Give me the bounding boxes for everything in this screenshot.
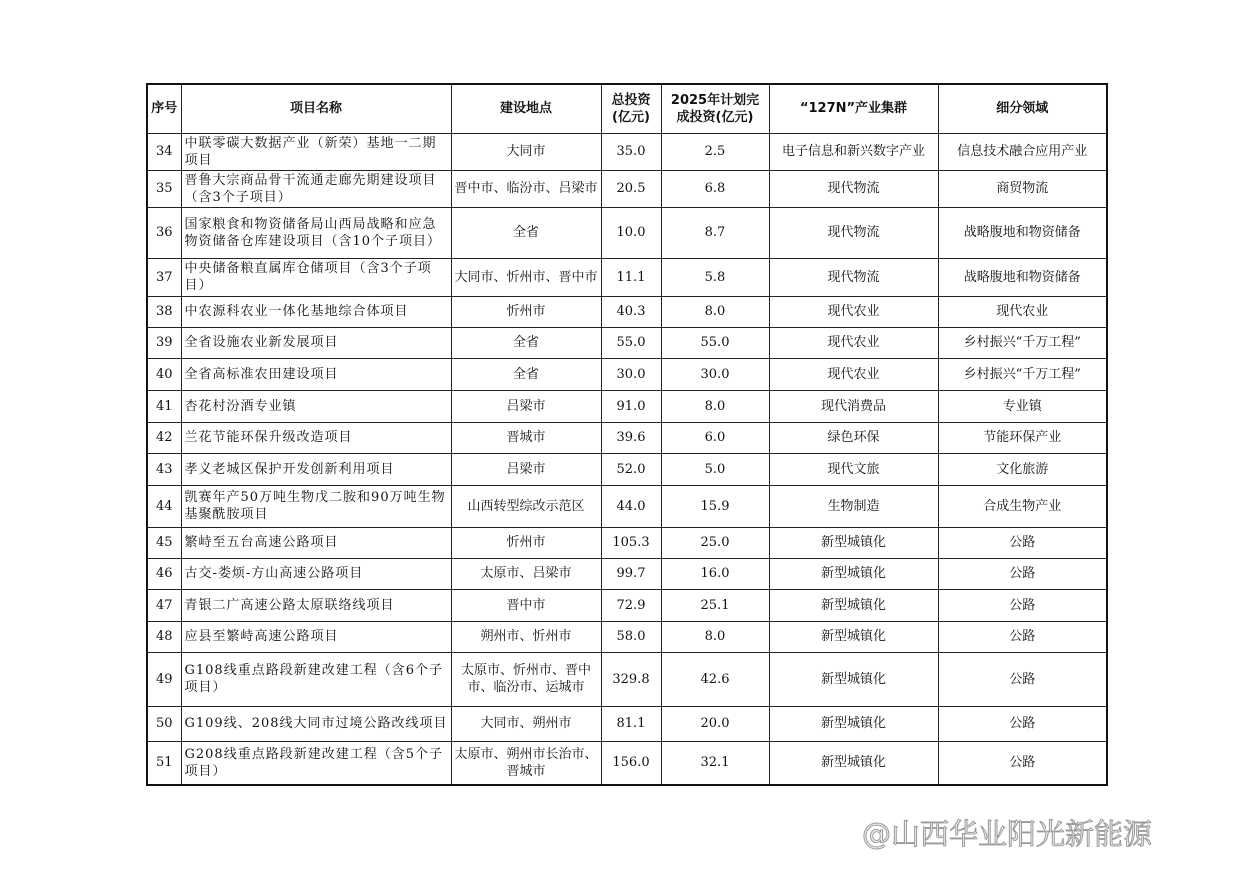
table-row — [147, 589, 1107, 621]
cell-name: 应县至繁峙高速公路项目 — [181, 621, 451, 652]
cell-total: 91.0 — [601, 390, 661, 422]
cell-cluster: 新型城镇化 — [769, 558, 938, 589]
table-row — [147, 741, 1107, 785]
cell-field: 现代农业 — [938, 296, 1107, 327]
cell-plan2025: 6.8 — [661, 170, 769, 207]
cell-cluster: 现代农业 — [769, 327, 938, 358]
table-row — [147, 296, 1107, 327]
table-row — [147, 207, 1107, 258]
cell-field: 公路 — [938, 589, 1107, 621]
cell-no: 48 — [147, 621, 181, 652]
cell-field: 战略腹地和物资储备 — [938, 258, 1107, 296]
table-row — [147, 527, 1107, 558]
cell-name: 中联零碳大数据产业（新荣）基地一二期项目 — [181, 133, 451, 170]
cell-field: 战略腹地和物资储备 — [938, 207, 1107, 258]
cell-total: 72.9 — [601, 589, 661, 621]
cell-name: 全省高标准农田建设项目 — [181, 358, 451, 390]
cell-plan2025: 25.1 — [661, 589, 769, 621]
cell-location: 忻州市 — [451, 296, 601, 327]
table-row — [147, 422, 1107, 453]
cell-field: 节能环保产业 — [938, 422, 1107, 453]
cell-total: 10.0 — [601, 207, 661, 258]
cell-no: 34 — [147, 133, 181, 170]
cell-cluster: 现代农业 — [769, 358, 938, 390]
cell-no: 37 — [147, 258, 181, 296]
cell-plan2025: 20.0 — [661, 706, 769, 741]
cell-plan2025: 8.0 — [661, 390, 769, 422]
table-row — [147, 652, 1107, 706]
cell-cluster: 现代物流 — [769, 170, 938, 207]
table-row — [147, 485, 1107, 527]
cell-plan2025: 15.9 — [661, 485, 769, 527]
cell-total: 20.5 — [601, 170, 661, 207]
cell-no: 36 — [147, 207, 181, 258]
cell-cluster: 现代文旅 — [769, 453, 938, 485]
cell-no: 47 — [147, 589, 181, 621]
cell-location: 晋城市 — [451, 422, 601, 453]
cell-location: 朔州市、忻州市 — [451, 621, 601, 652]
cell-plan2025: 30.0 — [661, 358, 769, 390]
cell-total: 156.0 — [601, 741, 661, 785]
cell-location: 大同市、忻州市、晋中市 — [451, 258, 601, 296]
cell-cluster: 新型城镇化 — [769, 652, 938, 706]
cell-no: 42 — [147, 422, 181, 453]
cell-no: 39 — [147, 327, 181, 358]
cell-name: 国家粮食和物资储备局山西局战略和应急物资储备仓库建设项目（含10个子项目） — [181, 207, 451, 258]
cell-plan2025: 8.0 — [661, 296, 769, 327]
cell-location: 晋中市、临汾市、吕梁市 — [451, 170, 601, 207]
cell-name: G109线、208线大同市过境公路改线项目 — [181, 706, 451, 741]
cell-no: 40 — [147, 358, 181, 390]
cell-plan2025: 55.0 — [661, 327, 769, 358]
cell-field: 公路 — [938, 621, 1107, 652]
cell-location: 忻州市 — [451, 527, 601, 558]
cell-name: 中农源科农业一体化基地综合体项目 — [181, 296, 451, 327]
cell-plan2025: 16.0 — [661, 558, 769, 589]
cell-name: G108线重点路段新建改建工程（含6个子项目） — [181, 652, 451, 706]
cell-name: 古交-娄烦-方山高速公路项目 — [181, 558, 451, 589]
cell-location: 山西转型综改示范区 — [451, 485, 601, 527]
cell-cluster: 生物制造 — [769, 485, 938, 527]
table-row — [147, 258, 1107, 296]
cell-plan2025: 2.5 — [661, 133, 769, 170]
cell-field: 公路 — [938, 527, 1107, 558]
cell-total: 58.0 — [601, 621, 661, 652]
cell-cluster: 现代消费品 — [769, 390, 938, 422]
cell-plan2025: 42.6 — [661, 652, 769, 706]
cell-name: G208线重点路段新建改建工程（含5个子项目） — [181, 741, 451, 785]
cell-plan2025: 5.8 — [661, 258, 769, 296]
cell-location: 吕梁市 — [451, 390, 601, 422]
cell-no: 49 — [147, 652, 181, 706]
cell-total: 11.1 — [601, 258, 661, 296]
watermark: @山西华业阳光新能源 — [862, 817, 1153, 851]
cell-cluster: 现代农业 — [769, 296, 938, 327]
cell-plan2025: 5.0 — [661, 453, 769, 485]
cell-no: 45 — [147, 527, 181, 558]
cell-location: 大同市、朔州市 — [451, 706, 601, 741]
cell-no: 46 — [147, 558, 181, 589]
cell-cluster: 电子信息和新兴数字产业 — [769, 133, 938, 170]
cell-location: 全省 — [451, 327, 601, 358]
cell-name: 兰花节能环保升级改造项目 — [181, 422, 451, 453]
table-header-row — [147, 84, 1107, 133]
cell-total: 329.8 — [601, 652, 661, 706]
header-no: 序号 — [147, 84, 181, 133]
cell-location: 太原市、吕梁市 — [451, 558, 601, 589]
cell-field: 专业镇 — [938, 390, 1107, 422]
cell-field: 文化旅游 — [938, 453, 1107, 485]
cell-location: 大同市 — [451, 133, 601, 170]
cell-name: 青银二广高速公路太原联络线项目 — [181, 589, 451, 621]
cell-no: 35 — [147, 170, 181, 207]
cell-field: 商贸物流 — [938, 170, 1107, 207]
table-row — [147, 390, 1107, 422]
cell-field: 乡村振兴“千万工程” — [938, 327, 1107, 358]
cell-location: 全省 — [451, 207, 601, 258]
header-location: 建设地点 — [451, 84, 601, 133]
cell-plan2025: 8.7 — [661, 207, 769, 258]
cell-field: 公路 — [938, 652, 1107, 706]
cell-no: 44 — [147, 485, 181, 527]
cell-location: 太原市、朔州市长治市、晋城市 — [451, 741, 601, 785]
cell-no: 38 — [147, 296, 181, 327]
cell-total: 44.0 — [601, 485, 661, 527]
cell-location: 吕梁市 — [451, 453, 601, 485]
cell-field: 信息技术融合应用产业 — [938, 133, 1107, 170]
table-row — [147, 133, 1107, 170]
cell-name: 晋鲁大宗商品骨干流通走廊先期建设项目（含3个子项目） — [181, 170, 451, 207]
table-row — [147, 706, 1107, 741]
cell-cluster: 新型城镇化 — [769, 589, 938, 621]
cell-no: 43 — [147, 453, 181, 485]
cell-total: 99.7 — [601, 558, 661, 589]
cell-name: 孝义老城区保护开发创新利用项目 — [181, 453, 451, 485]
table-row — [147, 358, 1107, 390]
header-cluster: “127N”产业集群 — [769, 84, 938, 133]
cell-field: 公路 — [938, 558, 1107, 589]
cell-no: 51 — [147, 741, 181, 785]
cell-plan2025: 25.0 — [661, 527, 769, 558]
cell-plan2025: 6.0 — [661, 422, 769, 453]
table-row — [147, 327, 1107, 358]
cell-total: 52.0 — [601, 453, 661, 485]
cell-plan2025: 32.1 — [661, 741, 769, 785]
cell-no: 41 — [147, 390, 181, 422]
table-row — [147, 170, 1107, 207]
cell-name: 中央储备粮直属库仓储项目（含3个子项目） — [181, 258, 451, 296]
header-total: 总投资(亿元) — [601, 84, 661, 133]
cell-plan2025: 8.0 — [661, 621, 769, 652]
cell-no: 50 — [147, 706, 181, 741]
cell-cluster: 现代物流 — [769, 258, 938, 296]
header-plan2025: 2025年计划完成投资(亿元) — [661, 84, 769, 133]
cell-name: 繁峙至五台高速公路项目 — [181, 527, 451, 558]
cell-field: 公路 — [938, 741, 1107, 785]
cell-cluster: 现代物流 — [769, 207, 938, 258]
cell-field: 合成生物产业 — [938, 485, 1107, 527]
cell-field: 公路 — [938, 706, 1107, 741]
cell-name: 凯赛年产50万吨生物戊二胺和90万吨生物基聚酰胺项目 — [181, 485, 451, 527]
table-row — [147, 453, 1107, 485]
cell-total: 105.3 — [601, 527, 661, 558]
cell-cluster: 新型城镇化 — [769, 621, 938, 652]
cell-location: 太原市、忻州市、晋中市、临汾市、运城市 — [451, 652, 601, 706]
cell-total: 35.0 — [601, 133, 661, 170]
cell-location: 晋中市 — [451, 589, 601, 621]
cell-total: 39.6 — [601, 422, 661, 453]
table-row — [147, 621, 1107, 652]
cell-total: 55.0 — [601, 327, 661, 358]
cell-cluster: 绿色环保 — [769, 422, 938, 453]
cell-name: 全省设施农业新发展项目 — [181, 327, 451, 358]
cell-cluster: 新型城镇化 — [769, 741, 938, 785]
cell-field: 乡村振兴“千万工程” — [938, 358, 1107, 390]
projects-table — [146, 83, 1108, 786]
header-name: 项目名称 — [181, 84, 451, 133]
cell-location: 全省 — [451, 358, 601, 390]
header-field: 细分领域 — [938, 84, 1107, 133]
cell-cluster: 新型城镇化 — [769, 527, 938, 558]
cell-total: 30.0 — [601, 358, 661, 390]
cell-total: 40.3 — [601, 296, 661, 327]
cell-total: 81.1 — [601, 706, 661, 741]
table-row — [147, 558, 1107, 589]
cell-name: 杏花村汾酒专业镇 — [181, 390, 451, 422]
cell-cluster: 新型城镇化 — [769, 706, 938, 741]
